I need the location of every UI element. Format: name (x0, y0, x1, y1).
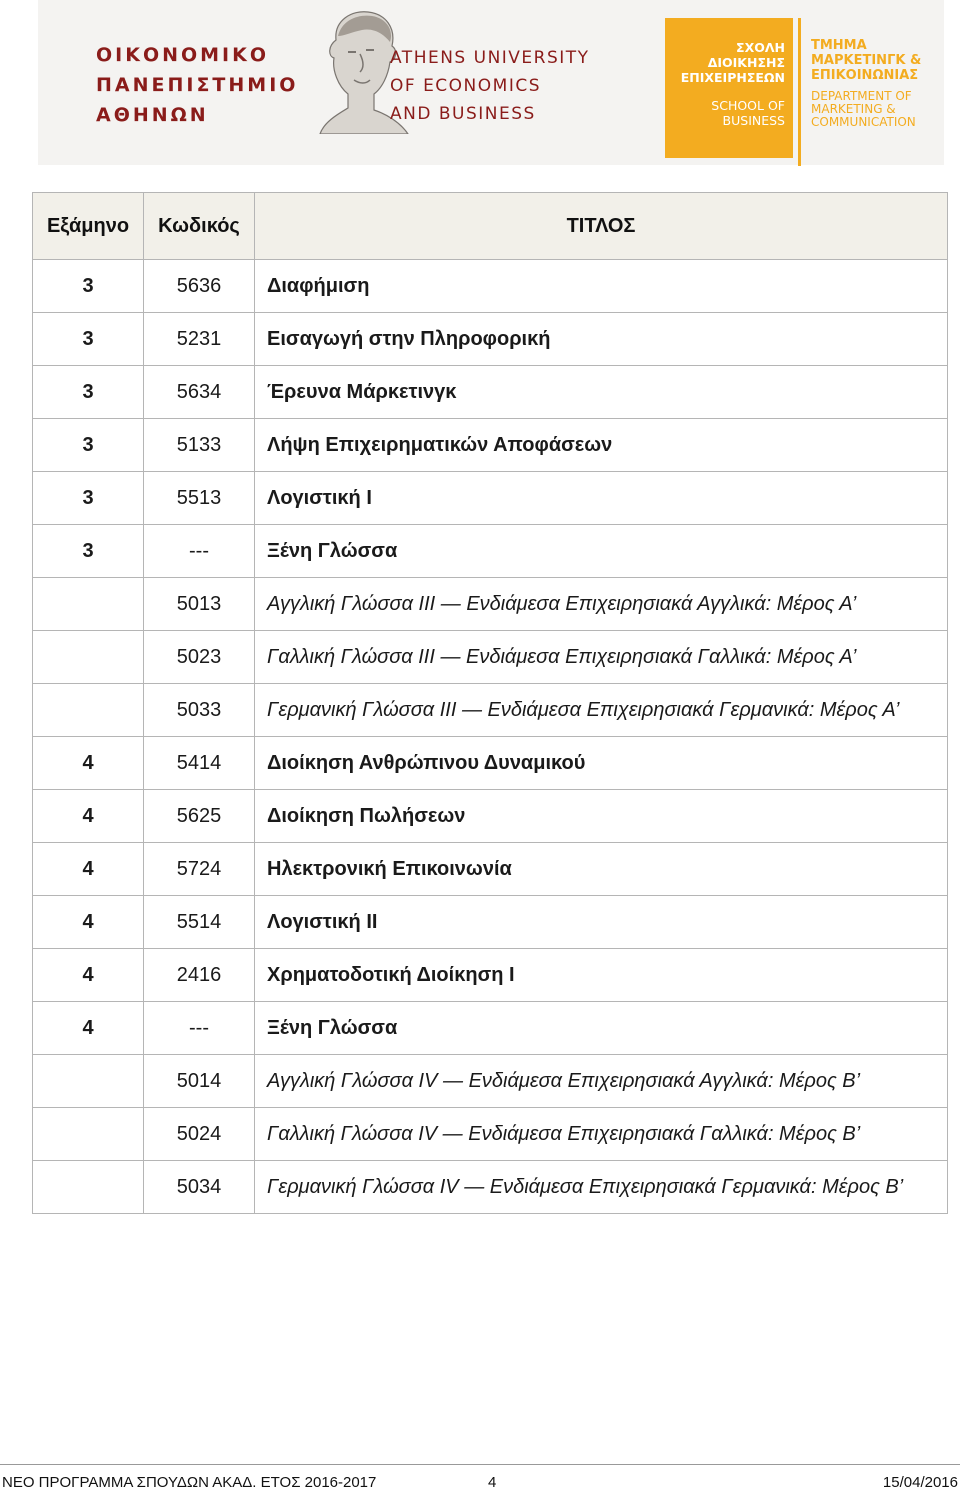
title-cell: Εισαγωγή στην Πληροφορική (255, 313, 948, 366)
semester-cell: 3 (33, 472, 144, 525)
footer-date: 15/04/2016 (882, 1474, 958, 1491)
title-cell: Γερμανική Γλώσσα ΙV — Ενδιάμεσα Επιχειρησιακά Γερμανικά: Μέρος Β’ (255, 1161, 948, 1214)
semester-cell: 3 (33, 313, 144, 366)
code-cell: --- (144, 525, 255, 578)
school-greek-name: ΣΧΟΛΗ ΔΙΟΙΚΗΣΗΣ ΕΠΙΧΕΙΡΗΣΕΩΝ (680, 40, 785, 85)
course-table (32, 192, 948, 1214)
title-cell: Διαφήμιση (255, 260, 948, 313)
aueb-english-logotype: ATHENS UNIVERSITY OF ECONOMICS AND BUSINESS (390, 48, 590, 124)
table-row (33, 1161, 948, 1214)
table-row (33, 313, 948, 366)
table-row (33, 631, 948, 684)
code-cell: 5014 (144, 1055, 255, 1108)
table-row (33, 472, 948, 525)
table-header-row (33, 193, 948, 260)
semester-cell (33, 578, 144, 631)
semester-cell: 4 (33, 896, 144, 949)
title-cell: Γαλλική Γλώσσα ΙV — Ενδιάμεσα Επιχειρησιακά Γαλλικά: Μέρος Β’ (255, 1108, 948, 1161)
department-greek-name: ΤΜΗΜΑ ΜΑΡΚΕΤΙΝΓΚ & ΕΠΙΚΟΙΝΩΝΙΑΣ (811, 38, 922, 83)
code-cell: 2416 (144, 949, 255, 1002)
header-semester: Εξάμηνο (33, 193, 144, 260)
semester-cell (33, 1161, 144, 1214)
header-title: ΤΙΤΛΟΣ (255, 193, 948, 260)
title-cell: Ξένη Γλώσσα (255, 525, 948, 578)
title-cell: Αγγλική Γλώσσα ΙΙΙ — Ενδιάμεσα Επιχειρησιακά Αγγλικά: Μέρος Α’ (255, 578, 948, 631)
school-english-name: SCHOOL OF BUSINESS (711, 98, 785, 128)
title-cell: Λογιστική ΙΙ (255, 896, 948, 949)
code-cell: 5625 (144, 790, 255, 843)
table-row (33, 843, 948, 896)
semester-cell: 3 (33, 260, 144, 313)
semester-cell (33, 684, 144, 737)
department-english-name: DEPARTMENT OF MARKETING & COMMUNICATION (811, 89, 916, 129)
table-row (33, 525, 948, 578)
course-table-body (33, 260, 948, 1214)
code-cell: 5414 (144, 737, 255, 790)
semester-cell: 3 (33, 419, 144, 472)
semester-cell: 3 (33, 366, 144, 419)
code-cell: 5513 (144, 472, 255, 525)
code-cell: 5023 (144, 631, 255, 684)
title-cell: Ξένη Γλώσσα (255, 1002, 948, 1055)
semester-cell: 4 (33, 843, 144, 896)
code-cell: 5231 (144, 313, 255, 366)
semester-cell: 4 (33, 949, 144, 1002)
title-cell: Γαλλική Γλώσσα ΙΙΙ — Ενδιάμεσα Επιχειρησιακά Γαλλικά: Μέρος Α’ (255, 631, 948, 684)
table-row (33, 790, 948, 843)
header-code: Κωδικός (144, 193, 255, 260)
title-cell: Ηλεκτρονική Επικοινωνία (255, 843, 948, 896)
code-cell: 5033 (144, 684, 255, 737)
code-cell: 5636 (144, 260, 255, 313)
table-row (33, 949, 948, 1002)
code-cell: 5634 (144, 366, 255, 419)
title-cell: Λογιστική Ι (255, 472, 948, 525)
table-row (33, 366, 948, 419)
table-row (33, 896, 948, 949)
title-cell: Διοίκηση Πωλήσεων (255, 790, 948, 843)
aueb-greek-logotype: ΟΙΚΟΝΟΜΙΚΟ ΠΑΝΕΠΙΣΤΗΜΙΟ ΑΘΗΝΩΝ (96, 44, 299, 126)
table-row (33, 1108, 948, 1161)
table-row (33, 260, 948, 313)
title-cell: Έρευνα Μάρκετινγκ (255, 366, 948, 419)
title-cell: Γερμανική Γλώσσα ΙΙΙ — Ενδιάμεσα Επιχειρησιακά Γερμανικά: Μέρος Α’ (255, 684, 948, 737)
code-cell: 5133 (144, 419, 255, 472)
code-cell: 5514 (144, 896, 255, 949)
code-cell: 5034 (144, 1161, 255, 1214)
title-cell: Λήψη Επιχειρηματικών Αποφάσεων (255, 419, 948, 472)
school-of-business-logo (665, 18, 793, 158)
table-row (33, 419, 948, 472)
semester-cell: 4 (33, 1002, 144, 1055)
table-row (33, 737, 948, 790)
title-cell: Διοίκηση Ανθρώπινου Δυναμικού (255, 737, 948, 790)
code-cell: --- (144, 1002, 255, 1055)
code-cell: 5024 (144, 1108, 255, 1161)
title-cell: Χρηματοδοτική Διοίκηση Ι (255, 949, 948, 1002)
table-row (33, 1055, 948, 1108)
semester-cell (33, 631, 144, 684)
footer-page-number: 4 (488, 1474, 497, 1491)
table-row (33, 684, 948, 737)
table-row (33, 1002, 948, 1055)
semester-cell: 4 (33, 737, 144, 790)
department-logo (798, 18, 936, 166)
semester-cell (33, 1108, 144, 1161)
footer-program-title: ΝΕΟ ΠΡΟΓΡΑΜΜΑ ΣΠΟΥΔΩΝ ΑΚΑΔ. ΕΤΟΣ 2016-2017 (2, 1474, 377, 1491)
semester-cell: 4 (33, 790, 144, 843)
page-footer (0, 1464, 960, 1492)
code-cell: 5724 (144, 843, 255, 896)
code-cell: 5013 (144, 578, 255, 631)
title-cell: Αγγλική Γλώσσα ΙV — Ενδιάμεσα Επιχειρησιακά Αγγλικά: Μέρος Β’ (255, 1055, 948, 1108)
table-row (33, 578, 948, 631)
logo-header (38, 0, 944, 165)
semester-cell: 3 (33, 525, 144, 578)
semester-cell (33, 1055, 144, 1108)
